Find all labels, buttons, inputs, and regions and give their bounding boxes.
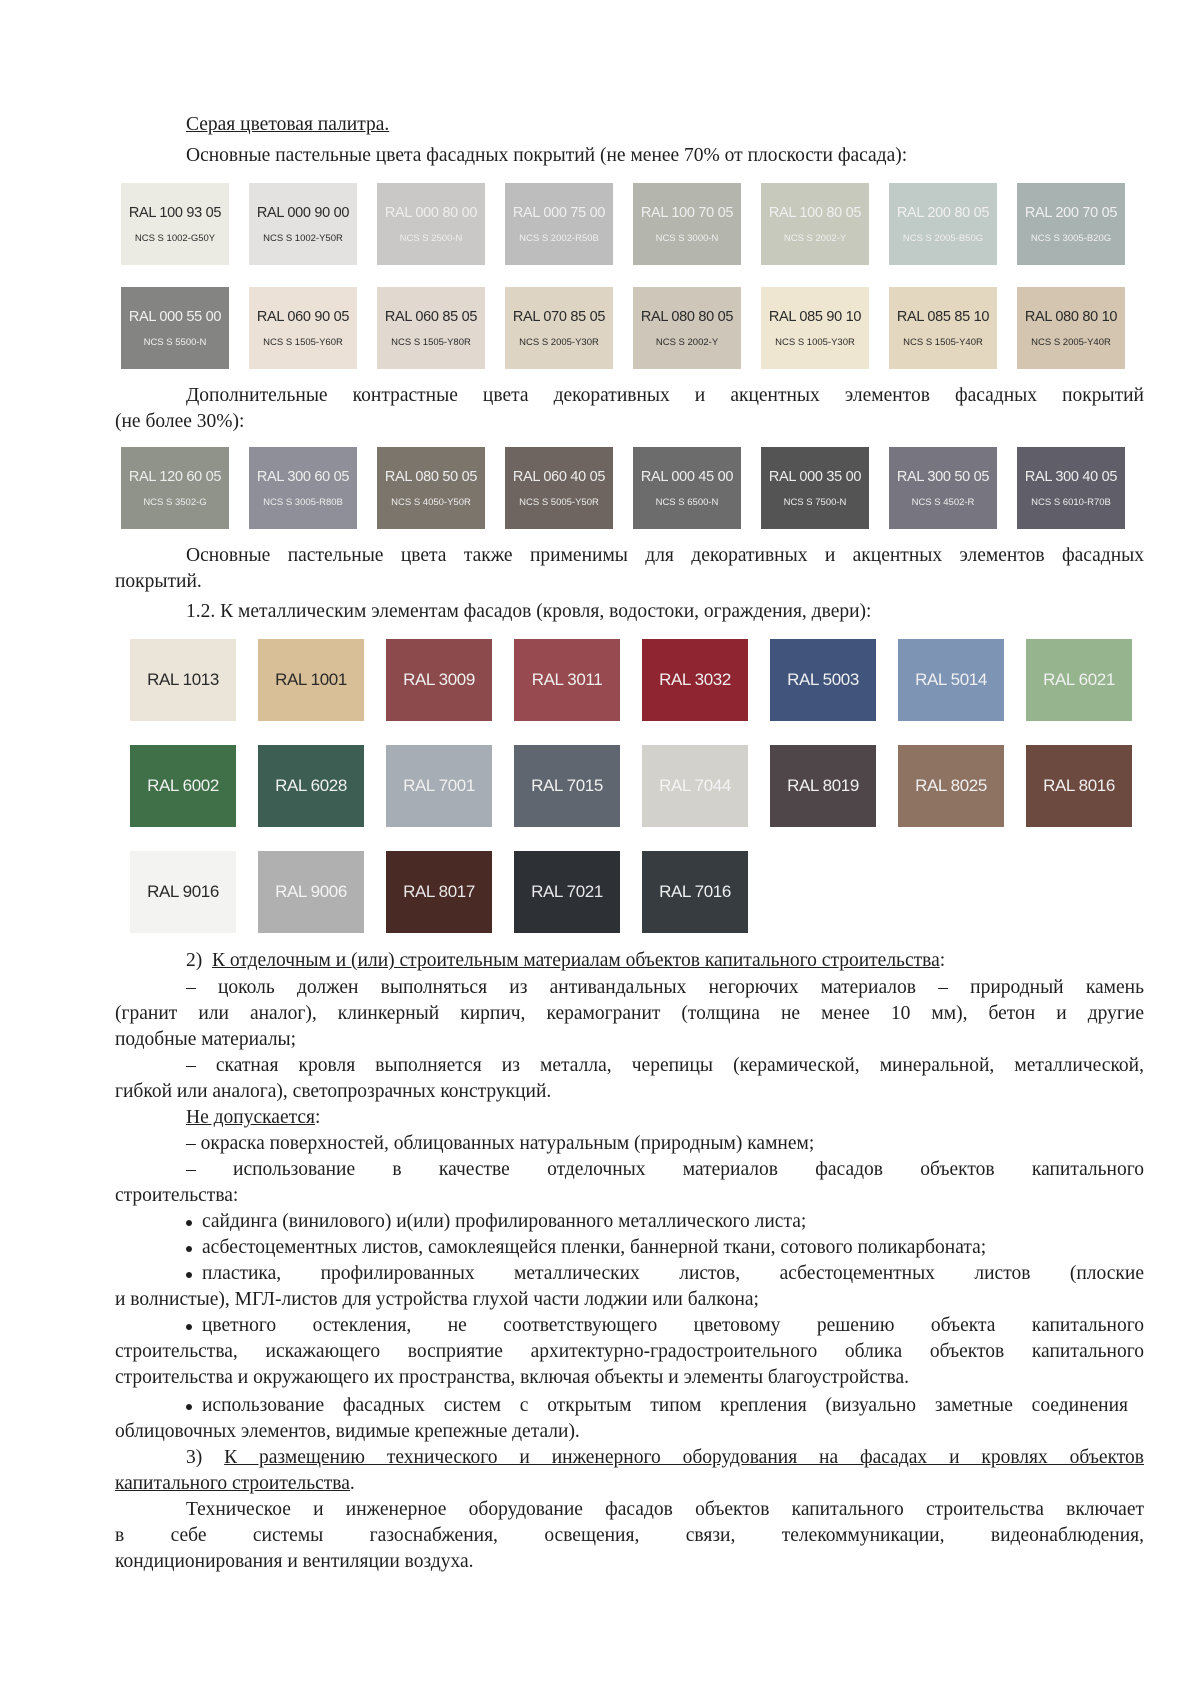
metal-swatch bbox=[1026, 639, 1132, 721]
ncs-code: NCS S 5500-N bbox=[143, 336, 207, 348]
ral-code: RAL 100 70 05 bbox=[640, 204, 734, 221]
ncs-code: NCS S 5005-Y50R bbox=[519, 496, 599, 508]
metal-swatch bbox=[130, 745, 236, 827]
bullet-text: асбестоцементных листов, самоклеящейся пленки, баннерной ткани, сотового поликарбоната; bbox=[202, 1237, 987, 1258]
pastel-swatch bbox=[249, 287, 357, 369]
ral-code: RAL 1001 bbox=[275, 670, 347, 689]
metal-swatch bbox=[386, 745, 492, 827]
tech-line-3: кондиционирования и вентиляции воздуха. bbox=[115, 1551, 474, 1572]
ncs-code: NCS S 6500-N bbox=[655, 496, 719, 508]
pastel-swatch bbox=[889, 183, 997, 265]
ral-code: RAL 200 80 05 bbox=[896, 204, 990, 221]
bullet-item-1 bbox=[186, 1209, 806, 1235]
ral-code: RAL 6028 bbox=[275, 776, 347, 795]
ncs-code: NCS S 6010-R70B bbox=[1031, 496, 1111, 508]
metal-swatch bbox=[258, 851, 364, 933]
ral-code: RAL 000 35 00 bbox=[768, 468, 862, 485]
contrast-swatch bbox=[121, 447, 229, 529]
bullet-icon bbox=[186, 1324, 192, 1330]
ncs-code: NCS S 2002-R50B bbox=[519, 232, 599, 244]
bullet-text: сайдинга (винилового) и(или) профилированного металлического листа; bbox=[202, 1211, 807, 1232]
metal-swatch bbox=[130, 639, 236, 721]
bullet-text: использование фасадных систем с открытым типом крепления (визуально заметные соединения bbox=[202, 1395, 1128, 1416]
contrast-swatch-grid bbox=[121, 447, 1151, 529]
ral-code: RAL 085 90 10 bbox=[768, 308, 862, 325]
pastel-swatch bbox=[505, 287, 613, 369]
bullet-text: пластика, профилированных металлических листов, асбестоцементных листов (плоские bbox=[202, 1263, 1144, 1284]
ncs-code: NCS S 2002-Y bbox=[655, 336, 719, 348]
ral-code: RAL 000 80 00 bbox=[384, 204, 478, 221]
contrast-swatch bbox=[633, 447, 741, 529]
section-2-title: К отделочным и (или) строительным материалам объектов капитального строительства bbox=[212, 950, 940, 971]
ral-code: RAL 060 90 05 bbox=[256, 308, 350, 325]
pastel-swatch bbox=[121, 287, 229, 369]
bullet-item-4-line-2: строительства, искажающего восприятие архитектурно-градостроительного облика объектов капитального bbox=[115, 1341, 1144, 1362]
ncs-code: NCS S 7500-N bbox=[783, 496, 847, 508]
plinth-line-3: подобные материалы; bbox=[115, 1029, 297, 1050]
ral-code: RAL 7015 bbox=[531, 776, 603, 795]
metal-swatch bbox=[642, 851, 748, 933]
contrast-swatch bbox=[377, 447, 485, 529]
pastel-swatch bbox=[633, 183, 741, 265]
ncs-code: NCS S 1505-Y60R bbox=[263, 336, 343, 348]
ral-code: RAL 7044 bbox=[659, 776, 731, 795]
ral-code: RAL 7021 bbox=[531, 882, 603, 901]
section-2-heading bbox=[186, 948, 945, 974]
ncs-code: NCS S 2005-B50G bbox=[902, 232, 984, 244]
not-allowed-label: Не допускается bbox=[186, 1107, 315, 1128]
ncs-code: NCS S 4502-R bbox=[911, 496, 975, 508]
pastel-intro: Основные пастельные цвета фасадных покрытий (не менее 70% от плоскости фасада): bbox=[186, 145, 908, 166]
ral-code: RAL 080 80 10 bbox=[1024, 308, 1118, 325]
tech-line-1: Техническое и инженерное оборудование фасадов объектов капитального строительства включает bbox=[186, 1499, 1144, 1520]
ncs-code: NCS S 2002-Y bbox=[783, 232, 847, 244]
pastel-swatch bbox=[889, 287, 997, 369]
bullet-icon bbox=[186, 1404, 192, 1410]
bullet-icon bbox=[186, 1246, 192, 1252]
ral-code: RAL 3009 bbox=[403, 670, 475, 689]
contrast-intro-line-1: Дополнительные контрастные цвета декоративных и акцентных элементов фасадных покрытий bbox=[186, 385, 1144, 406]
pastel-swatch bbox=[761, 287, 869, 369]
metal-swatch bbox=[770, 639, 876, 721]
paint-line: – окраска поверхностей, облицованных натуральным (природным) камнем; bbox=[186, 1133, 815, 1154]
metal-swatch bbox=[514, 851, 620, 933]
use-line-1: – использование в качестве отделочных материалов фасадов объектов капитального bbox=[186, 1159, 1144, 1180]
pastel-swatch bbox=[505, 183, 613, 265]
contrast-swatch bbox=[505, 447, 613, 529]
metal-swatch bbox=[770, 745, 876, 827]
ncs-code: NCS S 1505-Y80R bbox=[391, 336, 471, 348]
ral-code: RAL 8025 bbox=[915, 776, 987, 795]
bullet-item-2 bbox=[186, 1235, 986, 1261]
ncs-code: NCS S 3005-R80B bbox=[263, 496, 343, 508]
ral-code: RAL 6021 bbox=[1043, 670, 1115, 689]
ral-code: RAL 000 75 00 bbox=[512, 204, 606, 221]
ral-code: RAL 200 70 05 bbox=[1024, 204, 1118, 221]
ral-code: RAL 5014 bbox=[915, 670, 987, 689]
use-line-2: строительства: bbox=[115, 1185, 239, 1206]
ral-code: RAL 000 45 00 bbox=[640, 468, 734, 485]
ral-code: RAL 8019 bbox=[787, 776, 859, 795]
metal-swatch bbox=[898, 639, 1004, 721]
roof-line-1: – скатная кровля выполняется из металла, черепицы (керамической, минеральной, металлической, bbox=[186, 1055, 1144, 1076]
pastel-swatch bbox=[1017, 183, 1125, 265]
metal-swatch bbox=[386, 639, 492, 721]
bullet-item-5-line-1 bbox=[186, 1393, 1128, 1419]
metal-swatch bbox=[898, 745, 1004, 827]
pastel-also-line-2: покрытий. bbox=[115, 571, 202, 592]
metal-swatch bbox=[642, 639, 748, 721]
pastel-also-line-1: Основные пастельные цвета также применимы для декоративных и акцентных элементов фасадных bbox=[186, 545, 1144, 566]
ncs-code: NCS S 2005-Y40R bbox=[1031, 336, 1111, 348]
not-allowed-heading bbox=[186, 1105, 320, 1131]
plinth-line-1: – цоколь должен выполняться из антивандальных негорючих материалов – природный камень bbox=[186, 977, 1144, 998]
ral-code: RAL 070 85 05 bbox=[512, 308, 606, 325]
ncs-code: NCS S 1002-Y50R bbox=[263, 232, 343, 244]
metal-swatch bbox=[514, 639, 620, 721]
pastel-swatch bbox=[377, 287, 485, 369]
ncs-code: NCS S 3502-G bbox=[143, 496, 207, 508]
ral-code: RAL 080 80 05 bbox=[640, 308, 734, 325]
palette-title: Серая цветовая палитра. bbox=[186, 114, 390, 135]
bullet-item-5-line-2: облицовочных элементов, видимые крепежные детали). bbox=[115, 1421, 580, 1442]
metal-swatch bbox=[642, 745, 748, 827]
bullet-item-3-line-1 bbox=[186, 1261, 1144, 1287]
pastel-swatch bbox=[249, 183, 357, 265]
ncs-code: NCS S 1505-Y40R bbox=[903, 336, 983, 348]
ncs-code: NCS S 4050-Y50R bbox=[391, 496, 471, 508]
section-3-heading-line-1 bbox=[186, 1445, 1144, 1471]
bullet-text: цветного остекления, не соответствующего цветовому решению объекта капитального bbox=[202, 1315, 1144, 1336]
ral-code: RAL 085 85 10 bbox=[896, 308, 990, 325]
ral-code: RAL 8016 bbox=[1043, 776, 1115, 795]
pastel-swatch bbox=[377, 183, 485, 265]
ral-code: RAL 7016 bbox=[659, 882, 731, 901]
pastel-swatch-grid bbox=[121, 183, 1151, 369]
ral-code: RAL 6002 bbox=[147, 776, 219, 795]
metal-swatch bbox=[386, 851, 492, 933]
ral-code: RAL 080 50 05 bbox=[384, 468, 478, 485]
ral-code: RAL 060 40 05 bbox=[512, 468, 606, 485]
ral-code: RAL 100 93 05 bbox=[128, 204, 222, 221]
ncs-code: NCS S 2005-Y30R bbox=[519, 336, 599, 348]
contrast-intro-line-2: (не более 30%): bbox=[115, 411, 245, 432]
ral-code: RAL 300 50 05 bbox=[896, 468, 990, 485]
ncs-code: NCS S 3005-B20G bbox=[1030, 232, 1112, 244]
section-3-number: 3) bbox=[186, 1447, 203, 1468]
tech-line-2: в себе системы газоснабжения, освещения, связи, телекоммуникации, видеонаблюдения, bbox=[115, 1525, 1144, 1546]
pastel-swatch bbox=[633, 287, 741, 369]
bullet-icon bbox=[186, 1272, 192, 1278]
not-allowed-colon: : bbox=[315, 1107, 321, 1128]
ral-code: RAL 1013 bbox=[147, 670, 219, 689]
ncs-code: NCS S 1002-G50Y bbox=[134, 232, 216, 244]
ral-code: RAL 9016 bbox=[147, 882, 219, 901]
ral-code: RAL 9006 bbox=[275, 882, 347, 901]
ral-code: RAL 000 90 00 bbox=[256, 204, 350, 221]
plinth-line-2: (гранит или аналог), клинкерный кирпич, керамогранит (толщина не менее 10 мм), бетон и другие bbox=[115, 1003, 1144, 1024]
section-2-number: 2) bbox=[186, 950, 203, 971]
ral-code: RAL 060 85 05 bbox=[384, 308, 478, 325]
metal-swatch bbox=[130, 851, 236, 933]
ral-code: RAL 7001 bbox=[403, 776, 475, 795]
metal-swatch bbox=[514, 745, 620, 827]
pastel-swatch bbox=[761, 183, 869, 265]
metal-swatch bbox=[258, 745, 364, 827]
ncs-code: NCS S 3000-N bbox=[655, 232, 719, 244]
bullet-item-4-line-3: строительства и окружающего их пространства, включая объекты и элементы благоустройства. bbox=[115, 1367, 910, 1388]
metal-swatch-grid bbox=[130, 639, 1160, 933]
ral-code: RAL 300 40 05 bbox=[1024, 468, 1118, 485]
section-2-colon: : bbox=[939, 950, 946, 971]
ral-code: RAL 100 80 05 bbox=[768, 204, 862, 221]
contrast-swatch bbox=[889, 447, 997, 529]
ral-code: RAL 3011 bbox=[531, 670, 603, 689]
section-3-dot: . bbox=[349, 1473, 355, 1494]
pastel-swatch bbox=[121, 183, 229, 265]
metal-swatch bbox=[1026, 745, 1132, 827]
ral-code: RAL 5003 bbox=[787, 670, 859, 689]
bullet-icon bbox=[186, 1220, 192, 1226]
pastel-swatch bbox=[1017, 287, 1125, 369]
contrast-swatch bbox=[761, 447, 869, 529]
bullet-item-4-line-1 bbox=[186, 1313, 1144, 1339]
ral-code: RAL 120 60 05 bbox=[128, 468, 222, 485]
ral-code: RAL 000 55 00 bbox=[128, 308, 222, 325]
ncs-code: NCS S 1005-Y30R bbox=[775, 336, 855, 348]
contrast-swatch bbox=[1017, 447, 1125, 529]
section-3-title: К размещению технического и инженерного оборудования на фасадах и кровлях объектов bbox=[224, 1447, 1145, 1468]
contrast-swatch bbox=[249, 447, 357, 529]
section-3-title-cont: капитального строительства bbox=[115, 1473, 350, 1494]
metal-swatch bbox=[258, 639, 364, 721]
ncs-code: NCS S 2500-N bbox=[399, 232, 463, 244]
metal-heading: 1.2. К металлическим элементам фасадов (кровля, водостоки, ограждения, двери): bbox=[186, 601, 872, 622]
bullet-item-3-line-2: и волнистые), МГЛ-листов для устройства глухой части лоджии или балкона; bbox=[115, 1289, 759, 1310]
ral-code: RAL 300 60 05 bbox=[256, 468, 350, 485]
section-3-heading-line-2 bbox=[115, 1471, 355, 1497]
ral-code: RAL 8017 bbox=[403, 882, 475, 901]
roof-line-2: гибкой или аналога), светопрозрачных конструкций. bbox=[115, 1081, 552, 1102]
ral-code: RAL 3032 bbox=[659, 670, 731, 689]
